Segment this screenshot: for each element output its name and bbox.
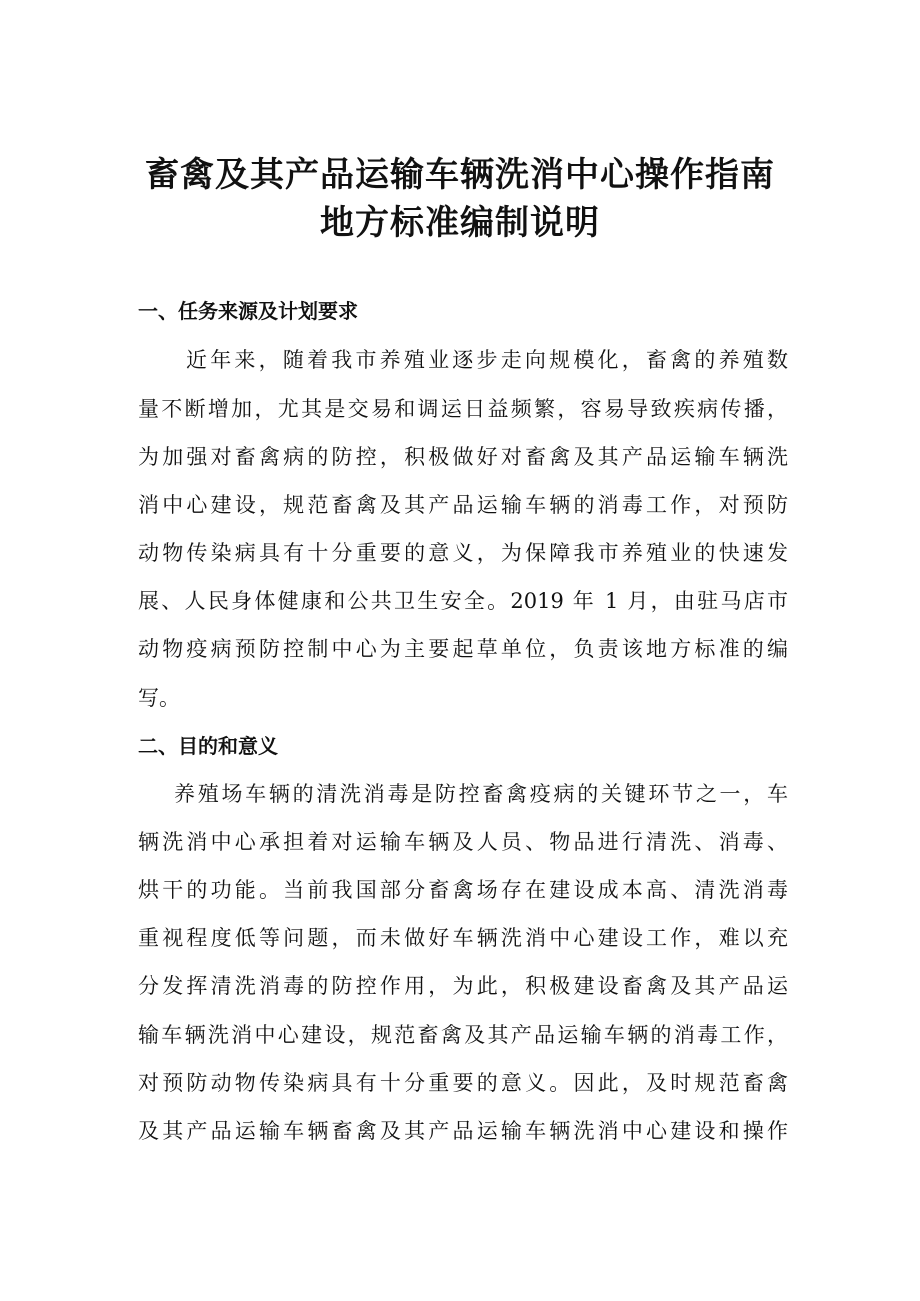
paragraph-line: 烘干的功能。当前我国部分畜禽场存在建设成本高、清洗消毒 — [138, 878, 788, 902]
paragraph-line: 输车辆洗消中心建设，规范畜禽及其产品运输车辆的消毒工作， — [138, 1023, 788, 1047]
document-title-line-1: 畜禽及其产品运输车辆洗消中心操作指南 — [145, 155, 775, 195]
paragraph-line: 分发挥清洗消毒的防控作用，为此，积极建设畜禽及其产品运 — [138, 974, 788, 998]
paragraph-line: 养殖场车辆的清洗消毒是防控畜禽疫病的关键环节之一，车 — [174, 782, 788, 806]
paragraph-line: 近年来，随着我市养殖业逐步走向规模化，畜禽的养殖数 — [186, 348, 788, 372]
paragraph-line: 动物传染病具有十分重要的意义，为保障我市养殖业的快速发 — [138, 541, 788, 565]
paragraph-line: 及其产品运输车辆畜禽及其产品运输车辆洗消中心建设和操作 — [138, 1119, 788, 1143]
paragraph-line: 辆洗消中心承担着对运输车辆及人员、物品进行清洗、消毒、 — [138, 830, 788, 854]
paragraph-line: 写。 — [138, 686, 180, 710]
section-heading-purpose: 二、目的和意义 — [138, 734, 278, 758]
paragraph-line: 为加强对畜禽病的防控，积极做好对畜禽及其产品运输车辆洗 — [138, 445, 788, 469]
paragraph-line: 展、人民身体健康和公共卫生安全。2019 年 1 月，由驻马店市 — [138, 589, 788, 613]
paragraph-line: 消中心建设，规范畜禽及其产品运输车辆的消毒工作，对预防 — [138, 493, 788, 517]
paragraph-line: 动物疫病预防控制中心为主要起草单位，负责该地方标准的编 — [138, 637, 788, 661]
paragraph-line: 对预防动物传染病具有十分重要的意义。因此，及时规范畜禽 — [138, 1071, 788, 1095]
document-title-line-2: 地方标准编制说明 — [320, 203, 600, 243]
section-heading-task-source: 一、任务来源及计划要求 — [138, 299, 358, 323]
paragraph-line: 重视程度低等问题，而未做好车辆洗消中心建设工作，难以充 — [138, 926, 788, 950]
paragraph-line: 量不断增加，尤其是交易和调运日益频繁，容易导致疾病传播， — [138, 397, 788, 421]
